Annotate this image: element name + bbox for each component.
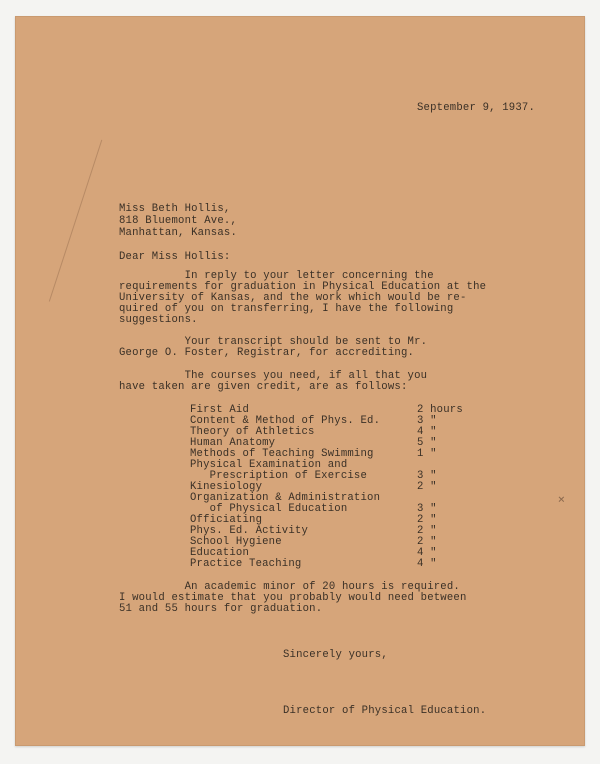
paragraph-line: I would estimate that you probably would need between [119, 592, 467, 604]
course-hours: 1 " [417, 448, 437, 460]
course-name: Methods of Teaching Swimming [190, 448, 374, 460]
course-hours: 5 " [417, 437, 437, 449]
recipient-name: Miss Beth Hollis, [119, 203, 231, 215]
course-name: Kinesiology [190, 481, 263, 493]
closing: Sincerely yours, [283, 649, 388, 661]
course-hours: 4 " [417, 547, 437, 559]
paragraph-line: suggestions. [119, 314, 198, 326]
paragraph-line: An academic minor of 20 hours is required. [119, 581, 460, 593]
paragraph-line: requirements for graduation in Physical Education at the [119, 281, 487, 293]
signature-title: Director of Physical Education. [283, 705, 487, 717]
course-hours: 4 " [417, 426, 437, 438]
course-name: Human Anatomy [190, 437, 276, 449]
course-name: Theory of Athletics [190, 426, 315, 438]
paragraph-line: Your transcript should be sent to Mr. [119, 336, 428, 348]
course-name: Prescription of Exercise [190, 470, 368, 482]
course-name: Organization & Administration [190, 492, 381, 504]
course-hours: 4 " [417, 558, 437, 570]
paragraph-line: University of Kansas, and the work which would be re- [119, 292, 467, 304]
course-hours: 2 " [417, 514, 437, 526]
course-name: Phys. Ed. Activity [190, 525, 309, 537]
course-name: of Physical Education [190, 503, 348, 515]
course-name: Content & Method of Phys. Ed. [190, 415, 381, 427]
course-name: Practice Teaching [190, 558, 302, 570]
recipient-city: Manhattan, Kansas. [119, 227, 238, 239]
course-name: School Hygiene [190, 536, 282, 548]
pencil-mark-icon: ⨯ [557, 493, 565, 507]
paragraph-line: George O. Foster, Registrar, for accrediting. [119, 347, 415, 359]
paragraph-line: 51 and 55 hours for graduation. [119, 603, 323, 615]
course-hours: 3 " [417, 415, 437, 427]
course-hours: 2 " [417, 481, 437, 493]
recipient-street: 818 Bluemont Ave., [119, 215, 238, 227]
letter-page [15, 16, 585, 746]
course-hours: 3 " [417, 470, 437, 482]
course-name: First Aid [190, 404, 250, 416]
letter-date: September 9, 1937. [417, 102, 536, 114]
course-hours: 2 " [417, 525, 437, 537]
course-name: Education [190, 547, 250, 559]
course-hours: 2 " [417, 536, 437, 548]
course-hours: 2 hours [417, 404, 463, 416]
paper-crease [49, 140, 104, 303]
paragraph-line: In reply to your letter concerning the [119, 270, 434, 282]
salutation: Dear Miss Hollis: [119, 251, 231, 263]
paragraph-line: quired of you on transferring, I have the following [119, 303, 454, 315]
course-name: Officiating [190, 514, 263, 526]
paragraph-line: The courses you need, if all that you [119, 370, 428, 382]
paragraph-line: have taken are given credit, are as follows: [119, 381, 408, 393]
course-name: Physical Examination and [190, 459, 348, 471]
course-hours: 3 " [417, 503, 437, 515]
